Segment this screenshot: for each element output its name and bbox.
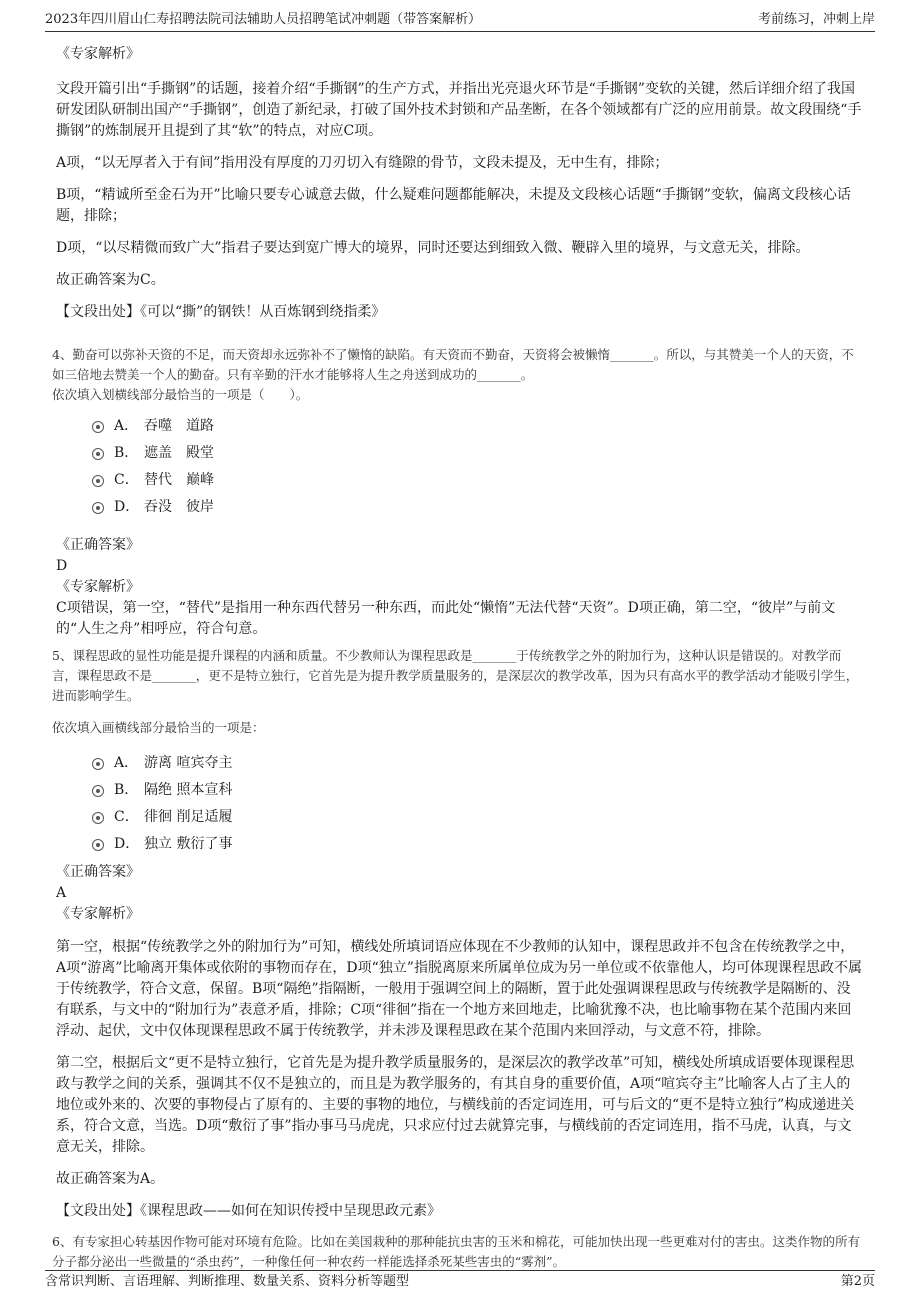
radio-icon[interactable]: [92, 785, 104, 797]
radio-icon[interactable]: [92, 475, 104, 487]
q5-stem: 5、课程思政的显性功能是提升课程的内涵和质量。不少教师认为课程思政是_______于传统教学之外的附加行为，这种认识是错误的。对教学而言，课程思政不是_______，更不是特立独行，它首先是为提升教学质量服务的，是深层次的教学改革，因为只有高水平的教学活动才能吸引学生，进而影响学生。: [52, 648, 859, 703]
q3-analysis-d: D项，“以尽精微而致广大”指君子要达到宽广博大的境界，同时还要达到细致入微、鞭辟入里的境界，与文意无关，排除。: [56, 240, 810, 256]
q4-answer: D: [56, 558, 68, 574]
q5-option-d[interactable]: D． 独立 敷衍了事: [92, 829, 864, 856]
q4-prompt: 依次填入划横线部分最恰当的一项是（ ）。: [52, 387, 309, 402]
q5-answer-label: 《正确答案》: [56, 864, 140, 880]
q3-analysis-main: 文段开篇引出“手撕钢”的话题，接着介绍“手撕钢”的生产方式，并指出光亮退火环节是“手撕钢”变软的关键，然后详细介绍了我国研发团队研制出国产“手撕钢”，创造了新纪录，打破了国外技术封锁和产品垄断，在各个领域都有广泛的应用前景。故文段围绕“手撕钢”的炼制展开且提到了其“软”的特点，对应C项。: [56, 81, 862, 139]
radio-icon[interactable]: [92, 812, 104, 824]
q4-stem: 4、勤奋可以弥补天资的不足，而天资却永远弥补不了懒惰的缺陷。有天资而不勤奋，天资将会被懒惰_______。所以，与其赞美一个人的天资，不如三倍地去赞美一个人的勤奋。只有辛勤的汗水才能够将人生之舟送到成功的_______。: [52, 347, 854, 382]
q5-analysis-2: 第二空，根据后文“更不是特立独行，它首先是为提升教学质量服务的，是深层次的教学改革”可知，横线处所填成语要体现课程思政与教学之间的关系，强调其不仅不是独立的，而且是为教学服务的，有其自身的重要价值，A项“喧宾夺主”比喻客人占了主人的地位或外来的、次要的事物侵占了原有的、主要的事物的地位，与横线前的否定词连用，可与后文的“更不是特立独行”构成递进关系，符合文意，当选。D项“敷衍了事”指办事马马虎虎，只求应付过去就算完事，与横线前的否定词连用，指不马虎，认真，与文意无关，排除。: [56, 1055, 855, 1155]
q5-options: [56, 748, 864, 856]
q5-expert-label: 《专家解析》: [56, 906, 140, 922]
q5-option-a[interactable]: A． 游离 喧宾夺主: [92, 748, 864, 775]
q4-option-c[interactable]: C． 替代 巅峰: [92, 465, 864, 492]
document-title: 2023年四川眉山仁寿招聘法院司法辅助人员招聘笔试冲刺题（带答案解析）: [45, 12, 482, 27]
q5-option-b[interactable]: B． 隔绝 照本宣科: [92, 775, 864, 802]
q3-analysis-b: B项，“精诚所至金石为开”比喻只要专心诚意去做，什么疑难问题都能解决，未提及文段核心话题“手撕钢”变软，偏离文段核心话题，排除；: [56, 187, 851, 224]
q3-conclusion: 故正确答案为C。: [56, 272, 165, 288]
expert-analysis-label: 《专家解析》: [56, 46, 140, 62]
q5-source: 【文段出处】《课程思政——如何在知识传授中呈现思政元素》: [56, 1203, 441, 1219]
q5-prompt: 依次填入画横线部分最恰当的一项是：: [52, 720, 265, 735]
q5-analysis-1: 第一空，根据“传统教学之外的附加行为”可知，横线处所填词语应体现在不少教师的认知中，课程思政并不包含在传统教学之中，A项“游离”比喻离开集体或依附的事物而存在，D项“独立”指脱离原来所属单位成为另一单位或不依靠他人，均可体现课程思政不属于传统教学，符合文意，保留。B项“隔绝”指隔断，一般用于强调空间上的隔断，置于此处强调课程思政与传统教学是隔断的、没有联系，与文中的“附加行为”表意矛盾，排除；C项“徘徊”指在一个地方来回地走，比喻犹豫不决，也比喻事物在某个范围内来回浮动、起伏，文中仅体现课程思政不属于传统教学，并未涉及课程思政在某个范围内来回浮动，与文意不符，排除。: [56, 939, 862, 1039]
page-header: [45, 9, 875, 32]
q4-option-b[interactable]: B． 遮盖 殿堂: [92, 438, 864, 465]
radio-icon[interactable]: [92, 421, 104, 433]
footer-topics: 含常识判断、言语理解、判断推理、数量关系、资料分析等题型: [45, 1274, 410, 1289]
q4-analysis: C项错误，第一空，“替代”是指用一种东西代替另一种东西，而此处“懒惰”无法代替“天资”。D项正确，第二空，“彼岸”与前文的“人生之舟”相呼应，符合句意。: [56, 600, 836, 637]
q5-answer: A: [56, 885, 67, 901]
q3-source: 【文段出处】《可以“撕”的钢铁！从百炼钢到绕指柔》: [56, 304, 386, 320]
q4-expert-label: 《专家解析》: [56, 579, 140, 595]
radio-icon[interactable]: [92, 839, 104, 851]
page-content: [52, 42, 864, 1272]
q4-options: [56, 411, 864, 519]
q5-option-c[interactable]: C． 徘徊 削足适履: [92, 802, 864, 829]
q6-stem: 6、有专家担心转基因作物可能对环境有危险。比如在美国栽种的那种能抗虫害的玉米和棉花，可能加快出现一些更难对付的害虫。这类作物的所有分子都分泌出一些微量的“杀虫药”，一种像任何一种农药一样能选择杀死某些害虫的“雾剂”。: [52, 1234, 860, 1269]
radio-icon[interactable]: [92, 758, 104, 770]
page-footer: [45, 1270, 875, 1293]
q5-conclusion: 故正确答案为A。: [56, 1171, 165, 1187]
page-number: 第2页: [840, 1274, 875, 1289]
q3-analysis-a: A项，“以无厚者入于有间”指用没有厚度的刀刃切入有缝隙的骨节，文段未提及，无中生有，排除；: [56, 155, 669, 171]
header-slogan: 考前练习，冲刺上岸: [757, 12, 875, 27]
q4-option-a[interactable]: A． 吞噬 道路: [92, 411, 864, 438]
q4-option-d[interactable]: D． 吞没 彼岸: [92, 492, 864, 519]
radio-icon[interactable]: [92, 448, 104, 460]
radio-icon[interactable]: [92, 502, 104, 514]
q4-answer-label: 《正确答案》: [56, 537, 140, 553]
